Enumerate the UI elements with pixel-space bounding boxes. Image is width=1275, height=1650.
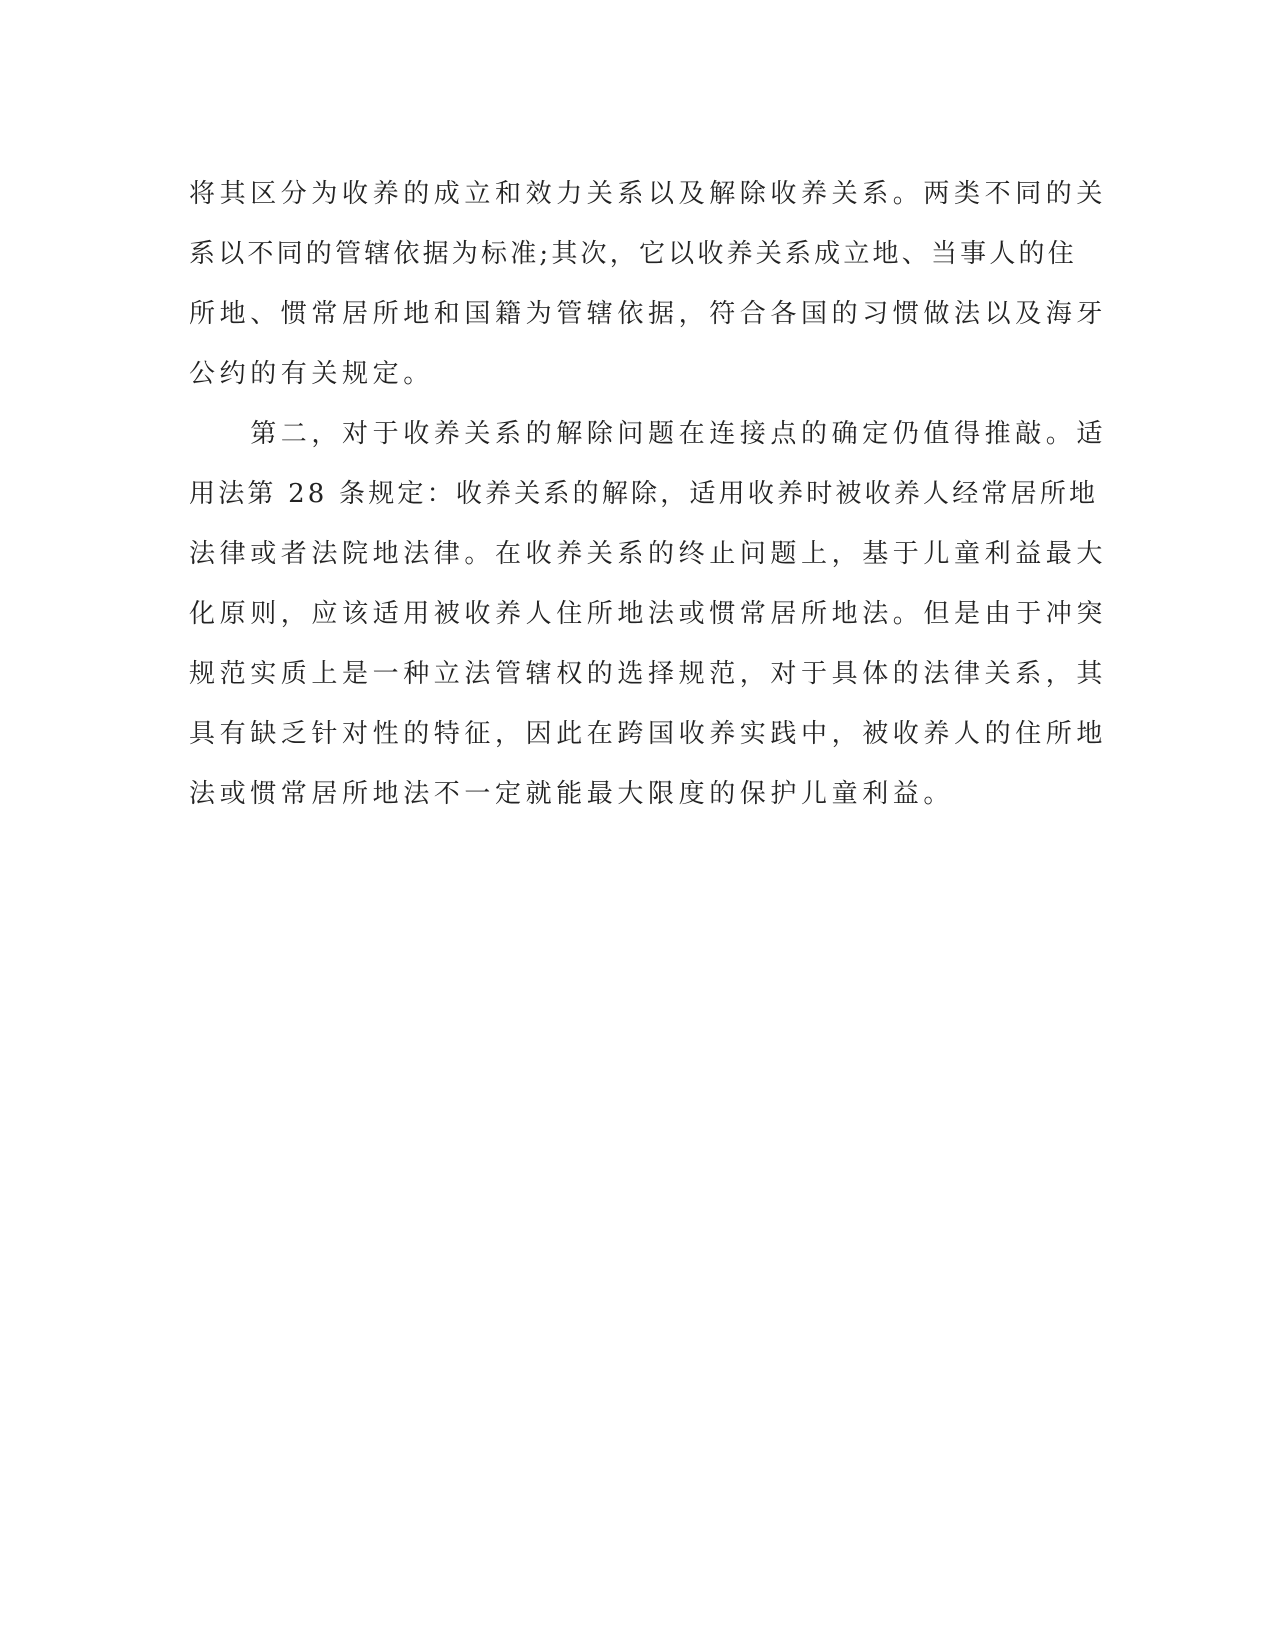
text-line: 法律或者法院地法律。在收养关系的终止问题上，基于儿童利益最大 — [189, 539, 1108, 569]
text-line: 公约的有关规定。 — [189, 359, 434, 389]
text-line: 将其区分为收养的成立和效力关系以及解除收养关系。两类不同的关 — [189, 179, 1108, 209]
text-line: 所地、惯常居所地和国籍为管辖依据，符合各国的习惯做法以及海牙 — [189, 299, 1108, 329]
paragraph-start-line: 第二，对于收养关系的解除问题在连接点的确定仍值得推敲。适 — [189, 419, 1108, 449]
text-line: 法或惯常居所地法不一定就能最大限度的保护儿童利益。 — [189, 779, 955, 809]
text-line: 化原则，应该适用被收养人住所地法或惯常居所地法。但是由于冲突 — [189, 599, 1108, 629]
text-line: 系以不同的管辖依据为标准;其次，它以收养关系成立地、当事人的住 — [189, 239, 1077, 269]
text-line: 用法第 28 条规定：收养关系的解除，适用收养时被收养人经常居所地 — [189, 479, 1099, 509]
body-text — [189, 164, 1108, 824]
text-line: 具有缺乏针对性的特征，因此在跨国收养实践中，被收养人的住所地 — [189, 719, 1108, 749]
text-line: 规范实质上是一种立法管辖权的选择规范，对于具体的法律关系，其 — [189, 659, 1108, 689]
